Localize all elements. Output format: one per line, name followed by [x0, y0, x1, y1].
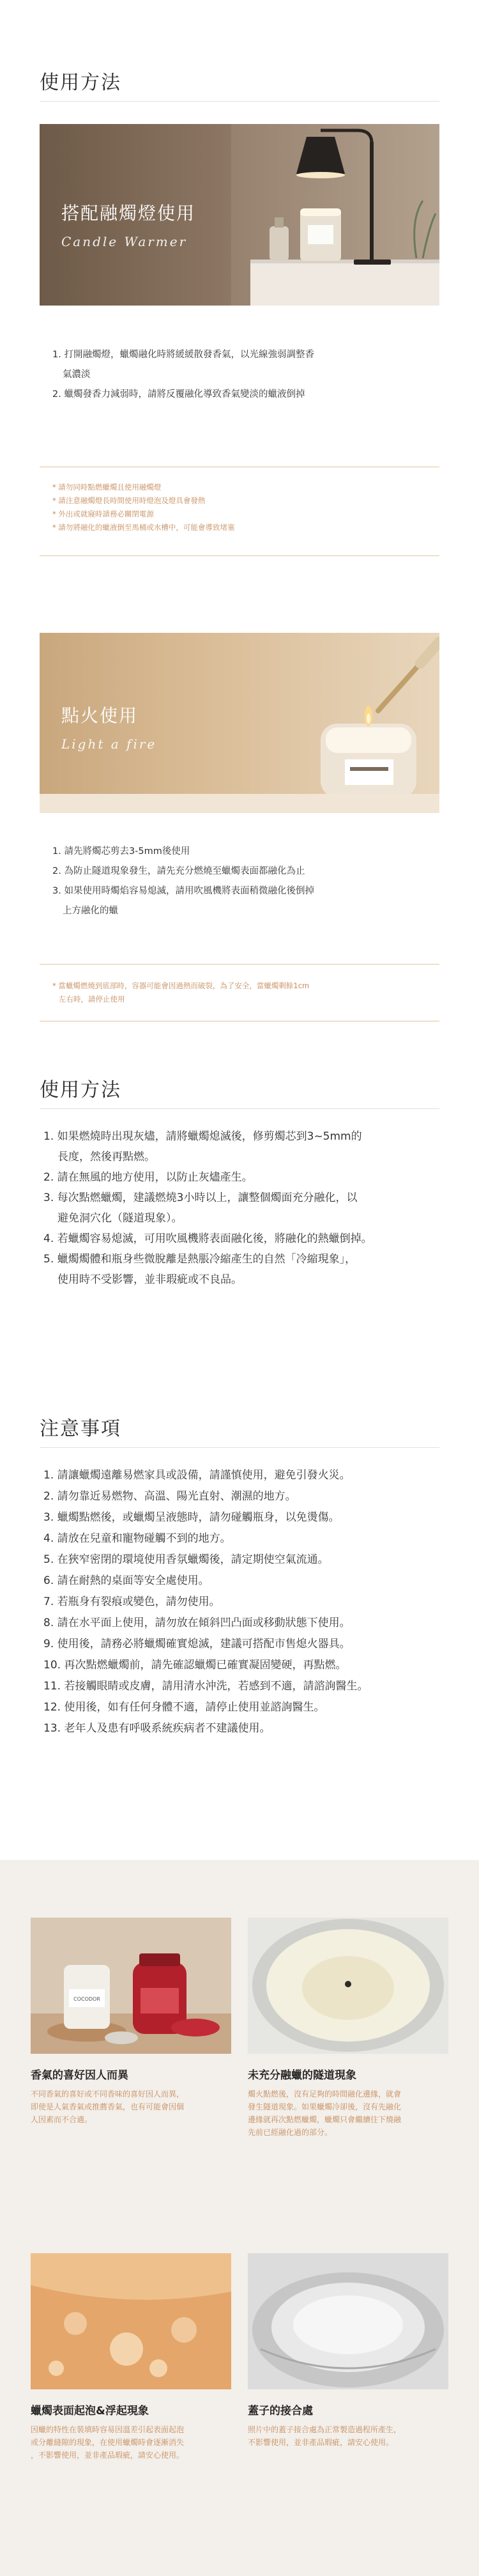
caution-item: 1. 請讓蠟燭遠離易燃家具或設備，請謹慎使用，避免引發火災。: [43, 1469, 351, 1482]
card-surface-bubbles: [31, 2253, 231, 2522]
card-scent-preference: [31, 1918, 231, 2186]
desc-line: 發生隧道現象。如果蠟燭冷卻後，沒有先融化: [248, 2102, 402, 2111]
card-title: 蠟燭表面起泡&浮起現象: [31, 2405, 149, 2417]
usage-title-2: 使用方法: [40, 1079, 121, 1101]
caution-item: 9. 使用後，請務必將蠟燭確實熄滅，建議可搭配市售熄火器具。: [43, 1638, 351, 1650]
step: 2. 蠟燭發香力減弱時，請將反覆融化導致香氣變淡的蠟液倒掉: [52, 389, 305, 400]
bubbles-image: [31, 2253, 231, 2389]
usage-title-1: 使用方法: [40, 72, 121, 94]
lid-photo: [248, 2253, 448, 2389]
banner-subtitle: Candle Warmer: [61, 234, 188, 249]
candle-warmer-banner: [40, 124, 439, 306]
desc-line: 先前已經融化過的部分。: [248, 2128, 333, 2137]
desc-line: 人因素而不合適。: [31, 2115, 93, 2124]
caution-item: 8. 請在水平面上使用，請勿放在傾斜凹凸面或移動狀態下使用。: [43, 1617, 351, 1629]
warmer-steps: [52, 345, 410, 405]
card-desc: [248, 2423, 448, 2449]
card-title: 蓋子的接合處: [248, 2405, 313, 2417]
caution-list: [43, 1465, 452, 1739]
caution-item: 12. 使用後，如有任何身體不適，請停止使用並諮詢醫生。: [43, 1701, 325, 1714]
card-lid-seam: [248, 2253, 448, 2522]
caution-item: 6. 請在耐熱的桌面等安全處使用。: [43, 1574, 209, 1587]
tunnel-photo: [248, 1918, 448, 2054]
card-title: 未充分融蠟的隧道現象: [248, 2069, 356, 2082]
usage-item: 5. 蠟燭燭體和瓶身些微脫離是熱脹冷縮產生的自然「冷縮現象」，: [43, 1253, 356, 1266]
usage-item: 長度，然後再點燃。: [57, 1151, 155, 1163]
banner-subtitle: Light a fire: [61, 736, 157, 752]
note: * 請勿同時點燃蠟燭且使用融燭燈: [52, 483, 162, 492]
caution-item: 10. 再次點燃蠟燭前，請先確認蠟燭已確實凝固變硬，再點燃。: [43, 1659, 347, 1672]
caution-item: 5. 在狹窄密閉的環境使用香氛蠟燭後，請定期使空氣流通。: [43, 1553, 329, 1566]
candles-photo: [31, 1918, 231, 2054]
lid-image: [248, 2253, 448, 2389]
caution-item: 2. 請勿靠近易燃物、高溫、陽光直射、潮濕的地方。: [43, 1490, 296, 1503]
desc-line: 或分離縫隙的現象，在使用蠟燭時會逐漸消失: [31, 2438, 185, 2447]
light-a-fire-banner: [40, 633, 439, 813]
card-desc: [31, 2088, 231, 2126]
fire-notes: [52, 979, 410, 1006]
bubbles-photo: [31, 2253, 231, 2389]
banner-title: 點火使用: [61, 705, 139, 726]
caution-item: 13. 老年人及患有呼吸系統疾病者不建議使用。: [43, 1722, 271, 1735]
banner-title: 搭配融燭燈使用: [61, 203, 196, 224]
desc-line: 即使是人氣香氣或推薦香氣，也有可能會因個: [31, 2102, 185, 2111]
usage-item: 3. 每次點燃蠟燭，建議燃燒3小時以上，讓整個燭面充分融化，以: [43, 1191, 358, 1204]
note: 左右時，請停止使用: [59, 995, 125, 1004]
divider: [40, 101, 439, 102]
usage-item: 4. 若蠟燭容易熄滅，可用吹風機將表面融化後，將融化的熱蠟倒掉。: [43, 1232, 372, 1245]
step: 1. 打開融燭燈，蠟燭融化時將緩緩散發香氣，以光線強弱調整香: [52, 350, 314, 360]
desc-line: 不影響使用，並非產品瑕疵，請安心使用。: [248, 2438, 394, 2447]
divider: [40, 1447, 439, 1448]
usage-item: 避免洞穴化（隧道現象）。: [57, 1212, 183, 1225]
card-desc: [31, 2423, 231, 2462]
note: * 請勿將融化的蠟液倒至馬桶或水槽中，可能會導致堵塞: [52, 523, 235, 532]
caution-item: 3. 蠟燭點燃後，或蠟燭呈液態時，請勿碰觸瓶身，以免燙傷。: [43, 1511, 340, 1524]
step: 1. 請先將燭芯剪去3-5mm後使用: [52, 846, 190, 857]
usage-item: 使用時不受影響，並非瑕疵或不良品。: [57, 1273, 242, 1286]
candles-image: [31, 1918, 231, 2054]
card-tunneling: [248, 1918, 448, 2186]
usage-list: [43, 1126, 452, 1290]
usage-item: 1. 如果燃燒時出現灰燼，請將蠟燭熄滅後，修剪燭芯到3~5mm的: [43, 1130, 362, 1143]
warmer-notes: [52, 481, 410, 534]
card-desc: [248, 2088, 448, 2139]
step: 氣濃淡: [63, 369, 91, 380]
step: 3. 如果使用時燭焰容易熄滅，請用吹風機將表面稍微融化後倒掉: [52, 886, 314, 896]
desc-line: 邊緣就再次點燃蠟燭，蠟燭只會繼續往下燒融: [248, 2115, 402, 2124]
desc-line: 照片中的蓋子接合處為正常製造過程所產生，: [248, 2425, 402, 2434]
jar-label: COCODOR: [73, 1996, 100, 2002]
step: 上方融化的蠟: [63, 906, 118, 916]
desc-line: 燭火點燃後，沒有足夠的時間融化邊緣，就會: [248, 2090, 402, 2099]
tunnel-image: [248, 1918, 448, 2054]
step: 2. 為防止隧道現象發生，請先充分燃燒至蠟燭表面都融化為止: [52, 866, 305, 876]
note: * 當蠟燭燃燒到底部時，容器可能會因過熱而破裂，為了安全，當蠟燭剩餘1cm: [52, 981, 310, 990]
caution-item: 4. 請放在兒童和寵物碰觸不到的地方。: [43, 1532, 231, 1545]
desc-line: ，不影響使用，並非產品瑕疵，請安心使用。: [31, 2451, 185, 2460]
note: * 請注意融燭燈長時間使用時燈泡及燈具會發熱: [52, 496, 206, 505]
card-title: 香氣的喜好因人而異: [31, 2069, 128, 2082]
desc-line: 因蠟的特性在裝填時容易因溫差引起表面起泡: [31, 2425, 185, 2434]
caution-title: 注意事項: [40, 1418, 121, 1440]
note: * 外出或就寢時請務必關閉電源: [52, 509, 154, 518]
usage-item: 2. 請在無風的地方使用，以防止灰燼產生。: [43, 1171, 253, 1184]
caution-item: 7. 若瓶身有裂痕或變色，請勿使用。: [43, 1595, 220, 1608]
fire-steps: [52, 842, 410, 921]
product-notes-gallery: [0, 1860, 479, 2576]
caution-item: 11. 若接觸眼睛或皮膚，請用清水沖洗，若感到不適，請諮詢醫生。: [43, 1680, 369, 1693]
desc-line: 不同香氣的喜好或不同香味的喜好因人而異，: [31, 2090, 185, 2099]
divider: [40, 1108, 439, 1109]
